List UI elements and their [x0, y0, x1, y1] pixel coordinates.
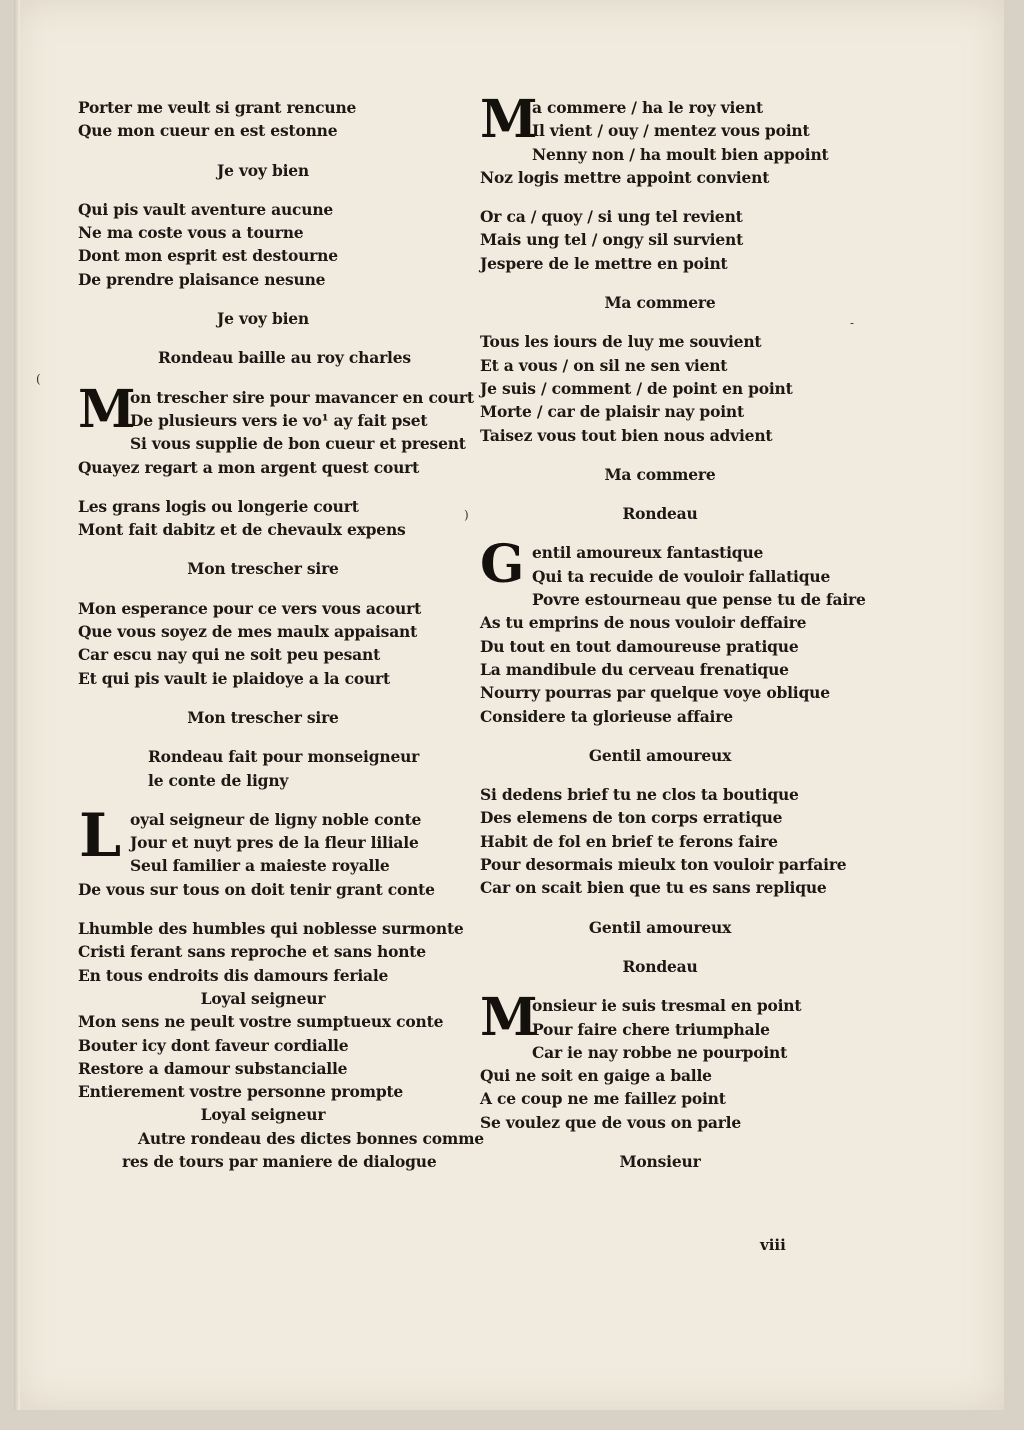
refrain: Gentil amoureux [588, 745, 732, 765]
verse-line: Lhumble des humbles qui noblesse surmonte [78, 919, 464, 939]
verse-line: Mont fait dabitz et de chevaulx expens [78, 520, 406, 540]
verse-line: Et a vous / on sil ne sen vient [480, 355, 728, 375]
verse-line: Se voulez que de vous on parle [480, 1112, 742, 1132]
rubric: Rondeau fait pour monseigneur [148, 747, 420, 767]
verse-line: Mon esperance pour ce vers vous acourt [78, 598, 422, 618]
rubric: le conte de ligny [148, 770, 289, 790]
verse-line: Seul familier a maieste royalle [130, 856, 390, 876]
verse-line: Mon sens ne peult vostre sumptueux conte [78, 1012, 444, 1032]
verse-line: Qui pis vault aventure aucune [78, 199, 334, 219]
verse-line: As tu emprins de nous vouloir deffaire [480, 613, 807, 633]
verse-line: Car ie nay robbe ne pourpoint [532, 1042, 788, 1062]
refrain: Monsieur [619, 1151, 701, 1171]
verse-line: Mais ung tel / ongy sil survient [480, 230, 744, 250]
verse-line: a commere / ha le roy vient [532, 98, 763, 117]
refrain: Je voy bien [217, 309, 309, 329]
rubric: Autre rondeau des dictes bonnes comme [138, 1128, 484, 1148]
verse-line: Morte / car de plaisir nay point [480, 402, 744, 422]
verse-line: Porter me veult si grant rencune [78, 98, 357, 117]
verse-line: Les grans logis ou longerie court [78, 496, 359, 516]
refrain: Loyal seigneur [200, 988, 326, 1008]
verse-line: Nourry pourras par quelque voye oblique [480, 683, 830, 703]
stanza [480, 534, 880, 727]
verse-line: En tous endroits dis damours feriale [78, 965, 389, 985]
verse-line: Quayez regart a mon argent quest court [78, 457, 420, 477]
verse-line: Restore a damour substancialle [78, 1058, 348, 1078]
verse-line: A ce coup ne me faillez point [480, 1089, 726, 1109]
verse-line: Or ca / quoy / si ung tel revient [480, 207, 743, 227]
verse-line: Taisez vous tout bien nous advient [480, 425, 773, 445]
rubric: Rondeau baille au roy charles [158, 348, 411, 368]
left-column [78, 96, 488, 1173]
margin-mark: - [850, 316, 855, 330]
verse-line: De plusieurs vers ie vo¹ ay fait pset [130, 410, 428, 430]
refrain: Mon trescher sire [187, 707, 339, 727]
refrain: Ma commere [604, 293, 716, 313]
refrain: Gentil amoureux [588, 917, 732, 937]
verse-line: Pour desormais mieulx ton vouloir parfaire [480, 855, 847, 875]
margin-mark: ) [464, 508, 469, 522]
stanza [78, 378, 488, 479]
stanza [78, 800, 488, 901]
verse-line: Qui ne soit en gaige a balle [480, 1066, 712, 1086]
verse-line: Car on scait bien que tu es sans replique [480, 878, 827, 898]
verse-line: Considere ta glorieuse affaire [480, 706, 733, 726]
verse-line: Je suis / comment / de point en point [480, 378, 793, 398]
verse-line: De vous sur tous on doit tenir grant conte [78, 879, 435, 899]
verse-line: Tous les iours de luy me souvient [480, 332, 762, 352]
verse-line: Que mon cueur en est estonne [78, 121, 338, 141]
verse-line: Habit de fol en brief te ferons faire [480, 831, 778, 851]
margin-mark: ( [36, 372, 41, 386]
verse-line: Si vous supplie de bon cueur et present [130, 434, 466, 454]
stanza [480, 987, 880, 1134]
verse-line: Nenny non / ha moult bien appoint [532, 144, 829, 164]
verse-line: Jespere de le mettre en point [480, 253, 728, 273]
verse-line: Que vous soyez de mes maulx appaisant [78, 622, 418, 642]
verse-line: onsieur ie suis tresmal en point [532, 996, 802, 1016]
drop-cap: M [78, 378, 136, 440]
section-heading: Rondeau [622, 504, 698, 524]
refrain: Ma commere [604, 464, 716, 484]
verse-line: Entierement vostre personne prompte [78, 1082, 404, 1102]
rubric: res de tours par maniere de dialogue [122, 1151, 437, 1171]
verse-line: Du tout en tout damoureuse pratique [480, 636, 799, 656]
verse-line: Si dedens brief tu ne clos ta boutique [480, 785, 799, 805]
verse-line: Qui ta recuide de vouloir fallatique [532, 566, 831, 586]
verse-line: Bouter icy dont faveur cordialle [78, 1035, 349, 1055]
verse-line: Pour faire chere triumphale [532, 1019, 770, 1039]
verse-line: Jour et nuyt pres de la fleur liliale [130, 833, 419, 853]
verse-line: De prendre plaisance nesune [78, 269, 326, 289]
verse-line: Cristi ferant sans reproche et sans honte [78, 942, 426, 962]
section-heading: Rondeau [622, 956, 698, 976]
stanza [480, 89, 880, 189]
refrain: Mon trescher sire [187, 559, 339, 579]
drop-cap: L [79, 800, 121, 871]
verse-line: Povre estourneau que pense tu de faire [532, 590, 866, 610]
verse-line: Il vient / ouy / mentez vous point [532, 121, 810, 141]
drop-cap: M [480, 987, 538, 1049]
verse-line: Dont mon esprit est destourne [78, 246, 338, 266]
verse-line: Ne ma coste vous a tourne [78, 223, 304, 243]
verse-line: entil amoureux fantastique [532, 543, 764, 563]
verse-line: Et qui pis vault ie plaidoye a la court [78, 668, 390, 688]
folio-number: viii [760, 1236, 786, 1254]
verse-line: La mandibule du cerveau frenatique [480, 659, 789, 679]
book-page [14, 0, 1004, 1410]
verse-line: on trescher sire pour mavancer en court [130, 387, 474, 407]
page-gutter [14, 0, 20, 1410]
refrain: Je voy bien [217, 160, 309, 180]
refrain: Loyal seigneur [200, 1105, 326, 1125]
verse-line: Noz logis mettre appoint convient [480, 167, 770, 187]
verse-line: Car escu nay qui ne soit peu pesant [78, 645, 381, 665]
right-column [480, 89, 880, 1173]
verse-line: Des elemens de ton corps erratique [480, 808, 783, 828]
drop-cap: M [480, 89, 538, 150]
drop-cap: G [480, 534, 525, 596]
verse-line: oyal seigneur de ligny noble conte [130, 809, 422, 829]
